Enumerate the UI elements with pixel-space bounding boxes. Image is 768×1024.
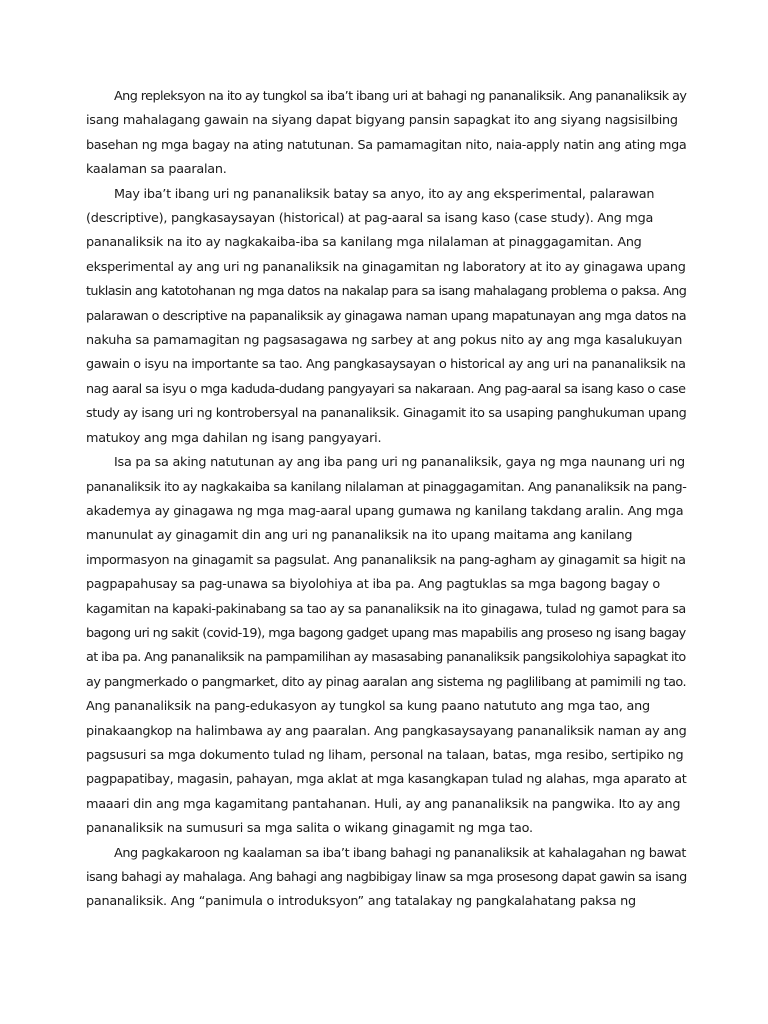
text-line: eksperimental ay ang uri ng pananaliksik na ginagamitan ng laboratory at ito ay ginagawa upang [86, 259, 686, 275]
text-line: gawain o isyu na importante sa tao. Ang pangkasaysayan o historical ay ang uri na pananaliksik na [86, 357, 686, 373]
text-line: pinakaangkop na halimbawa ay ang paaralan. Ang pangkasaysayang pananaliksik naman ay ang [86, 723, 687, 739]
text-line: kaalaman sa paaralan. [86, 162, 227, 178]
text-line: pagpapatibay, magasin, pahayan, mga aklat at mga kasangkapan tulad ng alahas, mga aparato at [86, 772, 687, 788]
text-line: May iba’t ibang uri ng pananaliksik batay sa anyo, ito ay ang eksperimental, palarawan [114, 186, 655, 202]
text-line: akademya ay ginagawa ng mga mag-aaral upang gumawa ng kanilang takdang aralin. Ang mga [86, 503, 684, 519]
text-line: isang mahalagang gawain na siyang dapat bigyang pansin sapagkat ito ang siyang nagsisilbing [86, 113, 678, 129]
text-line: kagamitan na kapaki-pakinabang sa tao ay sa pananaliksik na ito ginagawa, tulad ng gamot para sa [86, 601, 686, 617]
text-line: impormasyon na ginagamit sa pagsulat. Ang pananaliksik na pang-agham ay ginagamit sa higit na [86, 552, 686, 568]
text-line: pananaliksik. Ang “panimula o introduksyon” ang tatalakay ng pangkalahatang paksa ng [86, 894, 636, 910]
text-line: matukoy ang mga dahilan ng isang pangyayari. [86, 430, 382, 446]
text-line: Isa pa sa aking natutunan ay ang iba pang uri ng pananaliksik, gaya ng mga naunang uri ng [114, 455, 685, 471]
text-line: (descriptive), pangkasaysayan (historical) at pag-aaral sa isang kaso (case study). Ang mga [86, 211, 654, 227]
text-line: at iba pa. Ang pananaliksik na pampamilihan ay masasabing pananaliksik pangsikolohiya sapagkat ito [86, 650, 686, 666]
text-line: isang bahagi ay mahalaga. Ang bahagi ang nagbibigay linaw sa mga prosesong dapat gawin sa isang [86, 870, 687, 885]
text-line: tuklasin ang katotohanan ng mga datos na nakalap para sa isang mahalagang problema o paksa. Ang [86, 284, 687, 300]
text-line: study ay isang uri ng kontrobersyal na pananaliksik. Ginagamit ito sa usaping panghukuman upang [86, 406, 687, 422]
text-line: pananaliksik na sumusuri sa mga salita o wikang ginagamit ng mga tao. [86, 821, 533, 837]
text-line: manunulat ay ginagamit din ang uri ng pananaliksik na ito upang maitama ang kanilang [86, 528, 633, 544]
text-line: Ang pananaliksik na pang-edukasyon ay tungkol sa kung paano natututo ang mga tao, ang [86, 699, 650, 715]
text-line: ay pangmerkado o pangmarket, dito ay pinag aaralan ang sistema ng paglilibang at pamimili ng tao. [86, 674, 687, 690]
document-body [86, 85, 686, 915]
text-line: Ang pagkakaroon ng kaalaman sa iba’t ibang bahagi ng pananaliksik at kahalagahan ng bawat [114, 845, 686, 861]
text-line: palarawan o descriptive na papanaliksik ay ginagawa naman upang mapatunayan ang mga datos na [86, 308, 687, 324]
text-line: nag aaral sa isyu o mga kaduda-dudang pangyayari sa nakaraan. Ang pag-aaral sa isang kaso o case [86, 381, 686, 397]
text-line: nakuha sa pamamagitan ng pagsasagawa ng sarbey at ang pokus nito ay ang mga kasalukuyan [86, 333, 683, 349]
text-line: basehan ng mga bagay na ating natutunan. Sa pamamagitan nito, naia-apply natin ang ating mga [86, 137, 687, 153]
text-line: maaari din ang mga kagamitang pantahanan. Huli, ay ang pananaliksik na pangwika. Ito ay ang [86, 796, 681, 812]
text-line: pananaliksik ito ay nagkakaiba sa kanilang nilalaman at pinaggagamitan. Ang pananaliksik na pang- [86, 479, 687, 495]
text-line: bagong uri ng sakit (covid-19), mga bagong gadget upang mas mapabilis ang proseso ng isang bagay [86, 625, 686, 641]
text-line: Ang repleksyon na ito ay tungkol sa iba’t ibang uri at bahagi ng pananaliksik. Ang pananaliksik ay [114, 89, 687, 104]
text-line: pananaliksik na ito ay nagkakaiba-iba sa kanilang mga nilalaman at pinaggagamitan. Ang [86, 235, 642, 251]
text-line: pagsusuri sa mga dokumento tulad ng liham, personal na talaan, batas, mga resibo, sertipiko ng [86, 747, 684, 763]
text-line: pagpapahusay sa pag-unawa sa biyolohiya at iba pa. Ang pagtuklas sa mga bagong bagay o [86, 577, 660, 593]
